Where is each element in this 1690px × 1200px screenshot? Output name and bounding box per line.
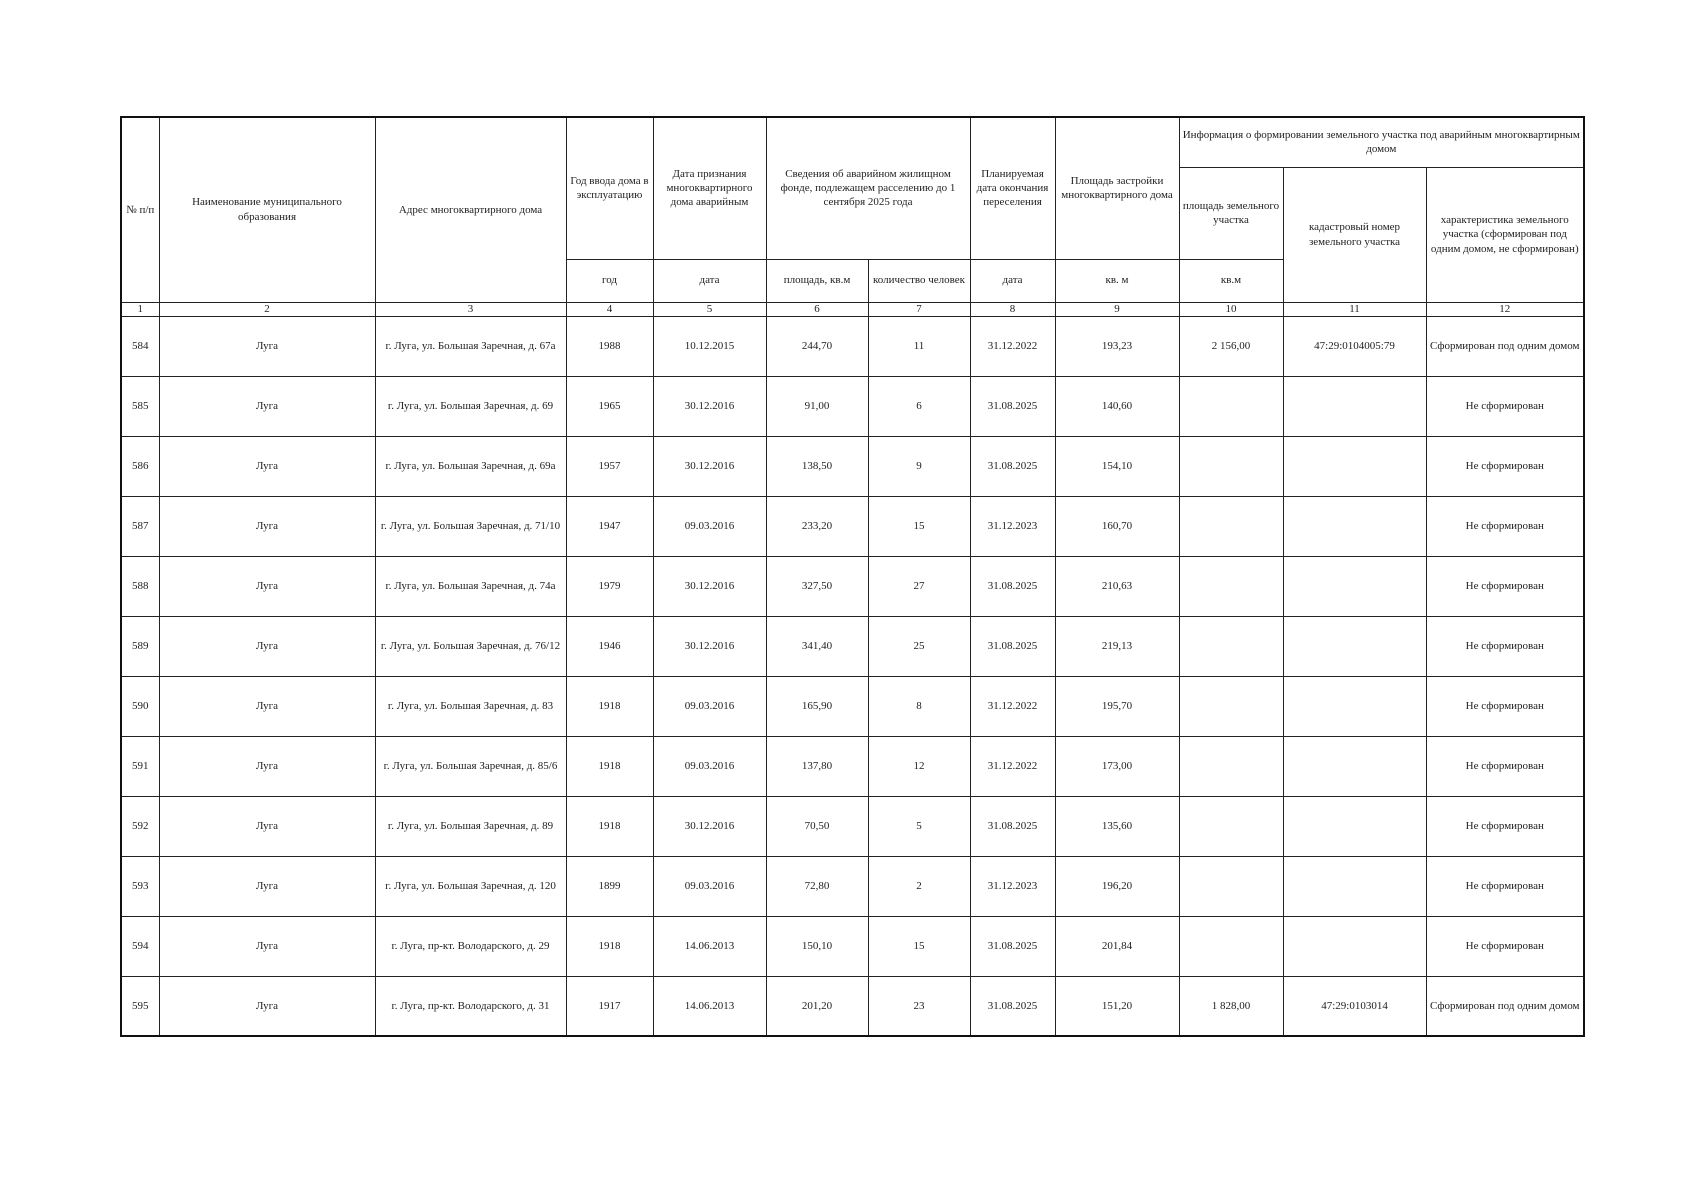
emergency-housing-table [120,116,1585,1037]
cell-building-area: 219,13 [1055,616,1179,676]
cell-building-area: 135,60 [1055,796,1179,856]
cell-land-status: Не сформирован [1426,736,1584,796]
cell-emergency-date: 14.06.2013 [653,976,766,1036]
header-cadastral-number: кадастровый номер земельного участка [1283,167,1426,302]
cell-people-count: 6 [868,376,970,436]
cell-people-count: 27 [868,556,970,616]
cell-commission-year: 1918 [566,736,653,796]
header-land-status: характеристика земельного участка (сформирован под одним домом, не сформирован) [1426,167,1584,302]
table-header [121,117,1584,316]
cell-planned-date: 31.12.2023 [970,496,1055,556]
cell-cadastral-number: 47:29:0104005:79 [1283,316,1426,376]
cell-row-number: 592 [121,796,159,856]
cell-people-count: 25 [868,616,970,676]
cell-building-area: 154,10 [1055,436,1179,496]
cell-cadastral-number [1283,436,1426,496]
cell-emergency-date: 30.12.2016 [653,616,766,676]
cell-land-area [1179,556,1283,616]
cell-address: г. Луга, ул. Большая Заречная, д. 83 [375,676,566,736]
cell-land-area [1179,856,1283,916]
cell-cadastral-number [1283,796,1426,856]
header-emergency-date: Дата признания многоквартирного дома аварийным [653,117,766,259]
cell-address: г. Луга, ул. Большая Заречная, д. 67а [375,316,566,376]
cell-planned-date: 31.08.2025 [970,616,1055,676]
column-number: 4 [566,302,653,316]
cell-cadastral-number [1283,736,1426,796]
cell-planned-date: 31.08.2025 [970,916,1055,976]
cell-commission-year: 1918 [566,676,653,736]
header-building-area: Площадь застройки многоквартирного дома [1055,117,1179,259]
cell-planned-date: 31.08.2025 [970,556,1055,616]
cell-address: г. Луга, ул. Большая Заречная, д. 69а [375,436,566,496]
table-row [121,436,1584,496]
column-number: 11 [1283,302,1426,316]
table-row [121,556,1584,616]
column-number: 1 [121,302,159,316]
cell-commission-year: 1965 [566,376,653,436]
cell-land-status: Не сформирован [1426,856,1584,916]
cell-building-area: 151,20 [1055,976,1179,1036]
table-row [121,976,1584,1036]
header-commission-year: Год ввода дома в эксплуатацию [566,117,653,259]
cell-land-area: 1 828,00 [1179,976,1283,1036]
cell-emergency-date: 30.12.2016 [653,436,766,496]
cell-row-number: 594 [121,916,159,976]
cell-row-number: 584 [121,316,159,376]
cell-land-area [1179,376,1283,436]
cell-emergency-date: 09.03.2016 [653,736,766,796]
cell-municipality: Луга [159,676,375,736]
cell-emergency-area: 138,50 [766,436,868,496]
cell-row-number: 585 [121,376,159,436]
cell-address: г. Луга, ул. Большая Заречная, д. 76/12 [375,616,566,676]
table-row [121,736,1584,796]
cell-people-count: 8 [868,676,970,736]
cell-people-count: 5 [868,796,970,856]
cell-land-status: Не сформирован [1426,616,1584,676]
cell-building-area: 196,20 [1055,856,1179,916]
column-number: 3 [375,302,566,316]
subheader-planned-date: дата [970,259,1055,302]
subheader-building-area-unit: кв. м [1055,259,1179,302]
cell-row-number: 587 [121,496,159,556]
cell-cadastral-number: 47:29:0103014 [1283,976,1426,1036]
cell-building-area: 173,00 [1055,736,1179,796]
cell-commission-year: 1957 [566,436,653,496]
cell-land-status: Не сформирован [1426,676,1584,736]
table-row [121,796,1584,856]
cell-address: г. Луга, пр-кт. Володарского, д. 29 [375,916,566,976]
cell-emergency-date: 09.03.2016 [653,856,766,916]
cell-commission-year: 1946 [566,616,653,676]
header-planned-date: Планируемая дата окончания переселения [970,117,1055,259]
cell-land-status: Сформирован под одним домом [1426,976,1584,1036]
cell-building-area: 210,63 [1055,556,1179,616]
cell-row-number: 586 [121,436,159,496]
header-land-plot-info: Информация о формировании земельного участка под аварийным многоквартирным домом [1179,117,1584,167]
cell-emergency-area: 341,40 [766,616,868,676]
cell-emergency-date: 10.12.2015 [653,316,766,376]
cell-people-count: 9 [868,436,970,496]
cell-municipality: Луга [159,496,375,556]
cell-municipality: Луга [159,976,375,1036]
cell-municipality: Луга [159,796,375,856]
cell-address: г. Луга, пр-кт. Володарского, д. 31 [375,976,566,1036]
cell-row-number: 593 [121,856,159,916]
cell-cadastral-number [1283,856,1426,916]
cell-cadastral-number [1283,616,1426,676]
table-body [121,316,1584,1036]
cell-municipality: Луга [159,736,375,796]
cell-cadastral-number [1283,676,1426,736]
cell-planned-date: 31.08.2025 [970,976,1055,1036]
cell-address: г. Луга, ул. Большая Заречная, д. 89 [375,796,566,856]
cell-building-area: 160,70 [1055,496,1179,556]
cell-emergency-date: 30.12.2016 [653,556,766,616]
cell-emergency-area: 327,50 [766,556,868,616]
cell-building-area: 140,60 [1055,376,1179,436]
cell-cadastral-number [1283,556,1426,616]
cell-land-status: Не сформирован [1426,496,1584,556]
cell-emergency-date: 30.12.2016 [653,796,766,856]
cell-people-count: 11 [868,316,970,376]
cell-land-status: Не сформирован [1426,376,1584,436]
cell-emergency-date: 30.12.2016 [653,376,766,436]
cell-emergency-area: 233,20 [766,496,868,556]
cell-people-count: 23 [868,976,970,1036]
table-row [121,316,1584,376]
cell-people-count: 15 [868,916,970,976]
cell-emergency-area: 244,70 [766,316,868,376]
cell-commission-year: 1918 [566,796,653,856]
cell-land-area [1179,496,1283,556]
cell-row-number: 591 [121,736,159,796]
cell-emergency-date: 09.03.2016 [653,676,766,736]
cell-land-status: Сформирован под одним домом [1426,316,1584,376]
cell-planned-date: 31.08.2025 [970,796,1055,856]
cell-cadastral-number [1283,496,1426,556]
header-land-area: площадь земельного участка [1179,167,1283,259]
column-number: 12 [1426,302,1584,316]
cell-commission-year: 1947 [566,496,653,556]
column-number: 10 [1179,302,1283,316]
table-row [121,616,1584,676]
header-address: Адрес многоквартирного дома [375,117,566,302]
cell-land-area [1179,916,1283,976]
cell-land-area: 2 156,00 [1179,316,1283,376]
cell-planned-date: 31.08.2025 [970,436,1055,496]
cell-building-area: 193,23 [1055,316,1179,376]
cell-planned-date: 31.12.2022 [970,676,1055,736]
header-emergency-fund: Сведения об аварийном жилищном фонде, подлежащем расселению до 1 сентября 2025 года [766,117,970,259]
cell-people-count: 15 [868,496,970,556]
cell-emergency-date: 09.03.2016 [653,496,766,556]
cell-people-count: 12 [868,736,970,796]
table-row [121,496,1584,556]
cell-row-number: 588 [121,556,159,616]
cell-building-area: 195,70 [1055,676,1179,736]
header-row-number: № п/п [121,117,159,302]
cell-commission-year: 1979 [566,556,653,616]
cell-row-number: 589 [121,616,159,676]
column-number: 6 [766,302,868,316]
cell-land-status: Не сформирован [1426,436,1584,496]
cell-emergency-area: 72,80 [766,856,868,916]
cell-emergency-area: 91,00 [766,376,868,436]
cell-emergency-date: 14.06.2013 [653,916,766,976]
subheader-area: площадь, кв.м [766,259,868,302]
column-number: 8 [970,302,1055,316]
cell-emergency-area: 201,20 [766,976,868,1036]
cell-people-count: 2 [868,856,970,916]
cell-building-area: 201,84 [1055,916,1179,976]
cell-commission-year: 1917 [566,976,653,1036]
cell-municipality: Луга [159,316,375,376]
cell-row-number: 590 [121,676,159,736]
column-number: 2 [159,302,375,316]
cell-land-status: Не сформирован [1426,916,1584,976]
cell-land-area [1179,796,1283,856]
table-row [121,856,1584,916]
cell-municipality: Луга [159,916,375,976]
cell-commission-year: 1918 [566,916,653,976]
cell-address: г. Луга, ул. Большая Заречная, д. 74а [375,556,566,616]
cell-municipality: Луга [159,376,375,436]
cell-land-status: Не сформирован [1426,796,1584,856]
cell-address: г. Луга, ул. Большая Заречная, д. 71/10 [375,496,566,556]
cell-municipality: Луга [159,556,375,616]
cell-address: г. Луга, ул. Большая Заречная, д. 69 [375,376,566,436]
cell-emergency-area: 137,80 [766,736,868,796]
subheader-people: количество человек [868,259,970,302]
cell-emergency-area: 150,10 [766,916,868,976]
cell-row-number: 595 [121,976,159,1036]
cell-municipality: Луга [159,436,375,496]
cell-emergency-area: 70,50 [766,796,868,856]
cell-planned-date: 31.12.2023 [970,856,1055,916]
table-row [121,676,1584,736]
cell-planned-date: 31.12.2022 [970,316,1055,376]
header-municipality: Наименование муниципального образования [159,117,375,302]
cell-land-area [1179,676,1283,736]
cell-planned-date: 31.08.2025 [970,376,1055,436]
cell-commission-year: 1988 [566,316,653,376]
cell-municipality: Луга [159,616,375,676]
cell-municipality: Луга [159,856,375,916]
column-number: 7 [868,302,970,316]
cell-land-area [1179,616,1283,676]
column-number: 9 [1055,302,1179,316]
cell-land-area [1179,736,1283,796]
cell-planned-date: 31.12.2022 [970,736,1055,796]
cell-cadastral-number [1283,376,1426,436]
table-row [121,376,1584,436]
cell-land-area [1179,436,1283,496]
cell-land-status: Не сформирован [1426,556,1584,616]
cell-emergency-area: 165,90 [766,676,868,736]
table-row [121,916,1584,976]
cell-cadastral-number [1283,916,1426,976]
cell-address: г. Луга, ул. Большая Заречная, д. 120 [375,856,566,916]
cell-address: г. Луга, ул. Большая Заречная, д. 85/6 [375,736,566,796]
column-number: 5 [653,302,766,316]
subheader-year: год [566,259,653,302]
subheader-date: дата [653,259,766,302]
column-numbers-row [121,302,1584,316]
cell-commission-year: 1899 [566,856,653,916]
subheader-land-area-unit: кв.м [1179,259,1283,302]
